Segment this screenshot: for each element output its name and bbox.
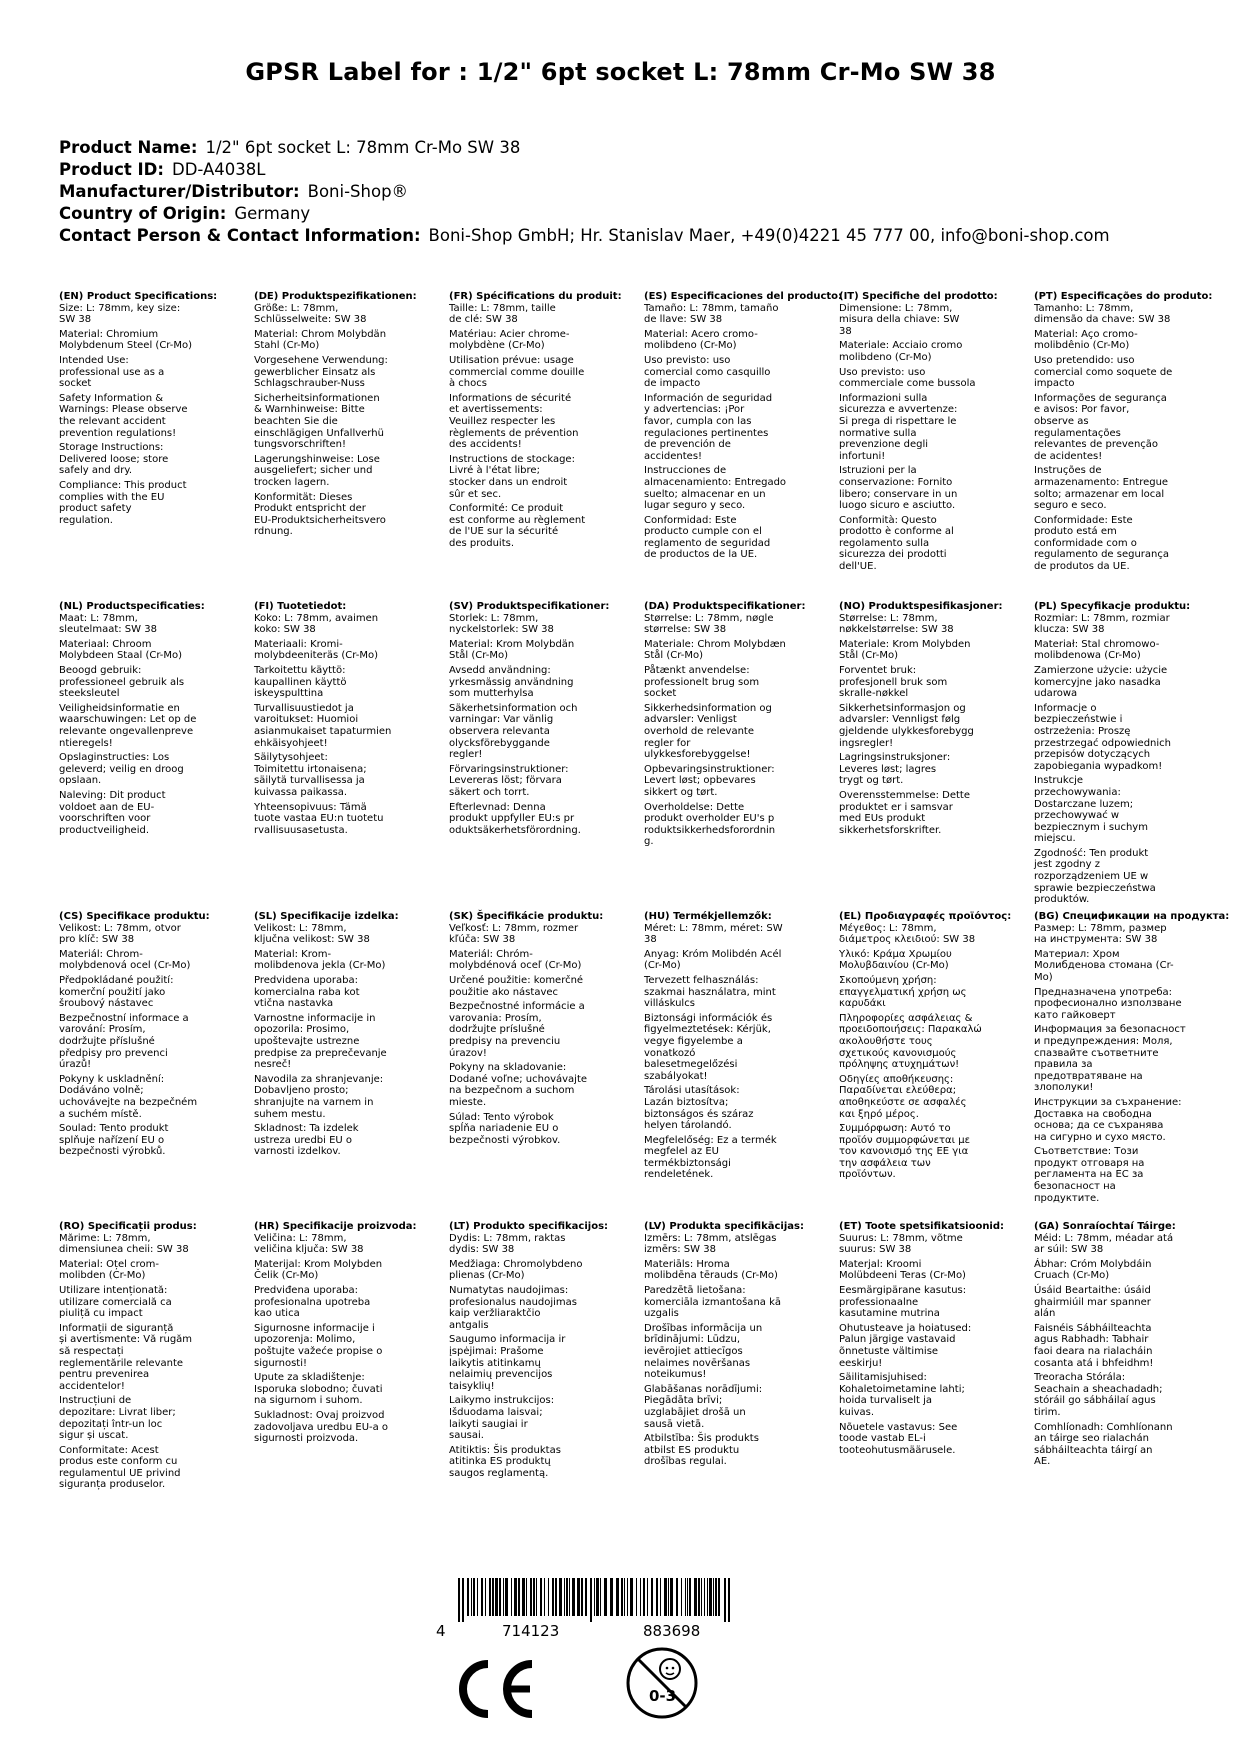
barcode-bar: [724, 1578, 726, 1622]
spec-paragraph: Nõuetele vastavus: See toode vastab EL-i tooteohutusmäärusele.: [839, 1421, 958, 1456]
barcode-bar: [559, 1578, 562, 1616]
spec-paragraph: Informações de segurança e avisos: Por favor, observe as regulamentações relevantes de prevenção de acidentes!: [1034, 392, 1167, 462]
spec-paragraph: Säilytysohjeet: Toimitettu irtonaisena; säilytä turvallisessa ja kuivassa paikassa.: [254, 752, 367, 798]
info-value: Boni-Shop GmbH; Hr. Stanislav Maer, +49(0)4221 45 777 00, info@boni-shop.com: [428, 226, 1110, 245]
spec-heading: (BG) Спецификации на продукта:: [1034, 911, 1230, 922]
spec-heading: (NO) Produktspesifikasjoner:: [839, 601, 1003, 612]
spec-heading: (PL) Specyfikacje produktu:: [1034, 601, 1191, 612]
spec-paragraph: Size: L: 78mm, key size: SW 38: [59, 302, 181, 326]
spec-paragraph: Safety Information & Warnings: Please observe the relevant accident prevention regulations!: [59, 392, 188, 439]
spec-section: [59, 1221, 225, 1494]
contact-line: [59, 225, 1209, 247]
spec-paragraph: Biztonsági információk és figyelmeztetések: Kérjük, vegye figyelembe a vonatkozó balesetmegelőzési szabályokat!: [644, 1012, 773, 1082]
spec-paragraph: Určené použitie: komerčné použitie ako nástavec: [449, 974, 584, 998]
country-line: [59, 203, 1209, 225]
barcode-bar: [689, 1578, 691, 1616]
spec-paragraph: Súlad: Tento výrobok spĺňa nariadenie EU o bezpečnosti výrobkov.: [449, 1111, 561, 1146]
spec-heading: (RO) Specificații produs:: [59, 1221, 197, 1232]
spec-paragraph: Instruções de armazenamento: Entregue solto; armazenar em local seguro e seco.: [1034, 465, 1169, 512]
spec-paragraph: Συμμόρφωση: Αυτό το προϊόν συμμορφώνεται με τον κανονισμό της ΕΕ για την ασφάλεια των προϊόντων.: [839, 1123, 970, 1181]
spec-paragraph: Rozmiar: L: 78mm, rozmiar klucza: SW 38: [1034, 612, 1170, 636]
barcode-bar: [624, 1578, 625, 1616]
barcode-bar: [495, 1578, 498, 1616]
spec-paragraph: Uso previsto: uso commerciale come bussola: [839, 366, 976, 390]
spec-paragraph: Materiaali: Kromi- molybdeeniteräs (Cr-Mo): [254, 638, 378, 662]
spec-paragraph: Pokyny na skladovanie: Dodané voľne; uchovávajte na bezpečnom a suchom mieste.: [449, 1062, 588, 1108]
spec-paragraph: Maat: L: 78mm, sleutelmaat: SW 38: [59, 612, 157, 636]
spec-paragraph: Velikost: L: 78mm, otvor pro klíč: SW 38: [59, 922, 181, 946]
spec-paragraph: Sukladnost: Ovaj proizvod zadovoljava uredbu EU-a o sigurnosti proizvoda.: [254, 1409, 389, 1445]
barcode-bar: [676, 1578, 678, 1616]
barcode-bars: [436, 1578, 746, 1622]
barcode-bar: [713, 1578, 714, 1616]
spec-paragraph: Tarkoitettu käyttö: kaupallinen käyttö iskeyspulttina: [254, 664, 347, 700]
spec-paragraph: Pokyny k uskladnění: Dodáváno volně; uchovávejte na bezpečném a suchém místě.: [59, 1073, 198, 1120]
spec-heading: (ES) Especificaciones del producto:: [644, 291, 843, 302]
spec-paragraph: Информация за безопасност и предупреждения: Моля, спазвайте съответните правила за предотвратяване на злополуки!: [1034, 1024, 1186, 1094]
spec-section: [839, 601, 1005, 839]
spec-section: [1034, 1221, 1200, 1471]
spec-paragraph: Skladnost: Ta izdelek ustreza uredbi EU o varnosti izdelkov.: [254, 1123, 359, 1158]
barcode-bar: [566, 1578, 568, 1616]
spec-paragraph: Comhlíonadh: Comhlíonann an táirge seo rialachán sábháilteachta táirgí an AE.: [1034, 1421, 1173, 1468]
spec-paragraph: Utilisation prévue: usage commercial comme douille à chocs: [449, 354, 585, 390]
no-children-under-3-icon: [624, 1645, 700, 1721]
spec-paragraph: Mărime: L: 78mm, dimensiunea cheii: SW 38: [59, 1232, 189, 1256]
barcode-bar: [687, 1578, 688, 1616]
barcode-bar: [594, 1578, 595, 1616]
spec-heading: (SL) Specifikacije izdelka:: [254, 911, 399, 922]
barcode-bar: [656, 1578, 658, 1616]
ce-mark-icon: [450, 1658, 538, 1720]
barcode-bar: [555, 1578, 557, 1616]
spec-paragraph: Navodila za shranjevanje: Dobavljeno prosto; shranjujte na varnem in suhem mestu.: [254, 1073, 384, 1120]
spec-heading: (LV) Produkta specifikācijas:: [644, 1221, 804, 1232]
barcode-bar: [540, 1578, 542, 1616]
product-info: [59, 137, 1209, 247]
barcode-bar: [477, 1578, 478, 1616]
info-value: Boni-Shop®: [307, 182, 409, 201]
spec-section: [254, 601, 420, 839]
spec-paragraph: Predvidena uporaba: komercialna raba kot vtična nastavka: [254, 974, 360, 1010]
spec-section: [449, 601, 615, 839]
spec-paragraph: Materiál: Chrom- molybdenová ocel (Cr-Mo): [59, 948, 191, 972]
spec-paragraph: Dydis: L: 78mm, raktas dydis: SW 38: [449, 1232, 566, 1256]
spec-paragraph: Veiligheidsinformatie en waarschuwingen: Let op de relevante ongevallenpreve ntieregels!: [59, 702, 197, 749]
spec-section: [254, 1221, 420, 1448]
info-label: Country of Origin:: [59, 204, 227, 223]
spec-section: [839, 911, 1012, 1184]
barcode-bar: [526, 1578, 527, 1616]
spec-section: [644, 1221, 810, 1471]
spec-section: [59, 911, 225, 1161]
spec-paragraph: Informations de sécurité et avertissements: Veuillez respecter les règlements de prévention des accidents!: [449, 392, 579, 451]
spec-paragraph: Materjal: Kroomi Molübdeeni Teras (Cr-Mo): [839, 1258, 966, 1282]
spec-paragraph: Avsedd användning: yrkesmässig användning som mutterhylsa: [449, 664, 574, 700]
spec-paragraph: Предназначена употреба: професионално използване като гайковерт: [1034, 986, 1182, 1021]
spec-paragraph: Tamanho: L: 78mm, dimensão da chave: SW 38: [1034, 302, 1171, 326]
spec-paragraph: Materiál: Chróm- molybdénová oceľ (Cr-Mo): [449, 948, 582, 972]
spec-paragraph: Yhteensopivuus: Tämä tuote vastaa EU:n tuotetu rvallisuusasetusta.: [254, 801, 384, 836]
spec-paragraph: Beoogd gebruik: professioneel gebruik als steeksleutel: [59, 664, 185, 700]
spec-paragraph: Paredzētā lietošana: komerciāla izmantošana kā uzgalis: [644, 1284, 782, 1320]
spec-paragraph: Informații de siguranță și avertismente: Vă rugăm să respectați reglementările relevante pentru prevenirea accidentelor!: [59, 1322, 193, 1392]
spec-paragraph: Conformità: Questo prodotto è conforme al regolamento sulla sicurezza dei prodotti dell'UE.: [839, 514, 954, 573]
spec-paragraph: Efterlevnad: Denna produkt uppfyller EU:s pr oduktsäkerhetsförordning.: [449, 801, 581, 836]
spec-paragraph: Megfelelőség: Ez a termék megfelel az EU termékbiztonsági rendeletének.: [644, 1134, 777, 1181]
product-id-line: [59, 159, 1209, 181]
spec-paragraph: Velikost: L: 78mm, ključna velikost: SW 38: [254, 922, 370, 946]
barcode-bar: [681, 1578, 682, 1616]
spec-paragraph: Atbilstība: Šis produkts atbilst ES produktu drošības regulai.: [644, 1433, 759, 1468]
barcode-bar: [473, 1578, 475, 1616]
spec-heading: (EN) Product Specifications:: [59, 291, 218, 302]
spec-paragraph: Material: Aço cromo- molibdênio (Cr-Mo): [1034, 328, 1138, 352]
spec-heading: (EL) Προδιαγραφές προϊόντος:: [839, 911, 1012, 922]
barcode-bar: [533, 1578, 535, 1616]
barcode-bar: [604, 1578, 607, 1616]
spec-paragraph: Μέγεθος: L: 78mm, διάμετρος κλειδιού: SW 38: [839, 922, 976, 946]
info-label: Contact Person & Contact Information:: [59, 226, 421, 245]
spec-paragraph: Treoracha Stórála: Seachain a sheachadadh; stóráil go sábháilaí agus tirim.: [1034, 1372, 1163, 1418]
barcode-bar: [581, 1578, 583, 1616]
spec-paragraph: Forventet bruk: profesjonell bruk som skralle-nøkkel: [839, 664, 948, 700]
spec-paragraph: Bezpečnostní informace a varování: Prosím, dodržujte příslušné předpisy pro prevenci úrazů!: [59, 1012, 189, 1071]
spec-paragraph: Lagringsinstruksjoner: Leveres løst; lagres trygt og tørt.: [839, 752, 951, 787]
info-value: 1/2" 6pt socket L: 78mm Cr-Mo SW 38: [205, 138, 521, 157]
spec-paragraph: Påtænkt anvendelse: professionelt brug som socket: [644, 664, 760, 700]
spec-paragraph: Conformidad: Este producto cumple con el reglamento de seguridad de productos de la UE.: [644, 514, 771, 561]
spec-paragraph: Storlek: L: 78mm, nyckelstorlek: SW 38: [449, 612, 554, 636]
product-name-line: [59, 137, 1209, 159]
spec-paragraph: Anyag: Króm Molibdén Acél (Cr-Mo): [644, 948, 782, 972]
spec-section: [449, 291, 622, 552]
barcode-bar: [505, 1578, 508, 1616]
barcode-bar: [458, 1578, 460, 1622]
spec-paragraph: Instrucciones de almacenamiento: Entregado suelto; almacenar en un lugar seguro y seco.: [644, 465, 787, 512]
spec-paragraph: Veličina: L: 78mm, veličina ključa: SW 38: [254, 1232, 364, 1256]
spec-paragraph: Koko: L: 78mm, avaimen koko: SW 38: [254, 612, 379, 636]
spec-paragraph: Úsáid Beartaithe: úsáid ghairmiúil mar spanner alán: [1034, 1284, 1151, 1320]
barcode-bar: [596, 1578, 599, 1616]
spec-paragraph: Materiał: Stal chromowo- molibdenowa (Cr-Mo): [1034, 638, 1160, 662]
age-label: 0-3: [649, 1687, 677, 1705]
spec-paragraph: Materiale: Acciaio cromo molibdeno (Cr-Mo): [839, 340, 963, 363]
spec-paragraph: Съответствие: Този продукт отговаря на регламента на ЕС за безопасност на продуктите.: [1034, 1146, 1145, 1204]
spec-paragraph: Naleving: Dit product voldoet aan de EU- voorschriften voor productveiligheid.: [59, 789, 166, 836]
manufacturer-line: [59, 181, 1209, 203]
spec-paragraph: Größe: L: 78mm, Schlüsselweite: SW 38: [254, 302, 367, 326]
spec-paragraph: Conformidade: Este produto está em conformidade com o regulamento de segurança de produtos da UE.: [1034, 514, 1170, 573]
barcode-bar: [577, 1578, 580, 1616]
spec-heading: (HU) Termékjellemzők:: [644, 911, 772, 922]
barcode-bar: [569, 1578, 570, 1616]
barcode-bar: [660, 1578, 661, 1616]
spec-paragraph: Πληροφορίες ασφάλειας & προειδοποιήσεις: Παρακαλώ ακολουθήστε τους σχετικούς κανονισμούς πρόληψης ατυχημάτων!: [839, 1012, 982, 1071]
barcode-bar: [600, 1578, 601, 1616]
barcode-left-digits: 714123: [502, 1622, 560, 1640]
barcode-bar: [694, 1578, 697, 1616]
spec-section: [1034, 601, 1200, 909]
barcode-bar: [471, 1578, 472, 1616]
barcode-bar: [704, 1578, 705, 1616]
spec-heading: (SV) Produktspecifikationer:: [449, 601, 610, 612]
spec-paragraph: Tamaño: L: 78mm, tamaño de llave: SW 38: [644, 302, 779, 326]
spec-paragraph: Størrelse: L: 78mm, nøgle størrelse: SW 38: [644, 612, 774, 636]
barcode-bar: [627, 1578, 628, 1616]
spec-heading: (NL) Productspecificaties:: [59, 601, 205, 612]
spec-paragraph: Intended Use: professional use as a socket: [59, 354, 165, 390]
spec-paragraph: Předpokládané použití: komerční použití jako šroubový nástavec: [59, 974, 174, 1010]
barcode-first-digit: 4: [436, 1622, 446, 1640]
barcode-bar: [636, 1578, 637, 1616]
spec-paragraph: Materiāls: Hroma molibdēna tērauds (Cr-Mo): [644, 1258, 778, 1282]
spec-paragraph: Материал: Хром Молибденова стомана (Cr- Mo): [1034, 948, 1174, 983]
spec-paragraph: Инструкции за съхранение: Доставка на свободна основа; да се съхранява на сигурно и сухо място.: [1034, 1096, 1182, 1143]
barcode-bar: [610, 1578, 613, 1616]
spec-paragraph: Uso previsto: uso comercial como casquillo de impacto: [644, 354, 771, 390]
spec-paragraph: Informazioni sulla sicurezza e avvertenze: Si prega di rispettare le normative sulla prevenzione degli infortuni!: [839, 392, 958, 462]
spec-paragraph: Overensstemmelse: Dette produktet er i samsvar med EUs produkt sikkerhetsforskrifter.: [839, 789, 970, 836]
barcode-bar: [492, 1578, 494, 1616]
spec-section: [449, 911, 615, 1149]
barcode-bar: [552, 1578, 554, 1616]
spec-section: [1034, 911, 1230, 1207]
spec-paragraph: Instructions de stockage: Livré à l'état libre; stocker dans un endroit sûr et sec.: [449, 453, 575, 500]
barcode-bar: [572, 1578, 575, 1616]
barcode-bar: [544, 1578, 545, 1616]
barcode-bar: [685, 1578, 686, 1616]
info-label: Product Name:: [59, 138, 198, 157]
spec-paragraph: Opslaginstructies: Los geleverd; veilig en droog opslaan.: [59, 752, 184, 787]
spec-paragraph: Material: Krom Molybdän Stål (Cr-Mo): [449, 638, 575, 662]
barcode-bar: [590, 1578, 592, 1622]
spec-paragraph: Taille: L: 78mm, taille de clé: SW 38: [449, 302, 556, 326]
spec-paragraph: Material: Chromium Molybdenum Steel (Cr-Mo): [59, 328, 193, 352]
barcode-right-digits: 883698: [643, 1622, 701, 1640]
spec-heading: (GA) Sonraíochtaí Táirge:: [1034, 1221, 1176, 1232]
spec-section: [1034, 291, 1213, 576]
info-label: Product ID:: [59, 160, 164, 179]
barcode-bar: [564, 1578, 565, 1616]
spec-paragraph: Veľkosť: L: 78mm, rozmer kľúča: SW 38: [449, 922, 579, 946]
spec-paragraph: Faisnéis Sábháilteachta agus Rabhadh: Tabhair faoi deara na rialacháin cosanta atá i bhfeidhm!: [1034, 1322, 1154, 1369]
barcode-bar: [530, 1578, 532, 1616]
spec-paragraph: Uso pretendido: uso comercial como soquete de impacto: [1034, 354, 1173, 390]
spec-paragraph: Tervezett felhasználás: szakmai használatra, mint villáskulcs: [644, 974, 776, 1010]
spec-paragraph: Méret: L: 78mm, méret: SW 38: [644, 922, 783, 946]
spec-heading: (SK) Špecifikácie produktu:: [449, 911, 604, 922]
spec-paragraph: Υλικό: Κράμα Χρωμίου Μολυβδαινίου (Cr-Mo): [839, 948, 952, 972]
spec-heading: (PT) Especificações do produto:: [1034, 291, 1213, 302]
spec-paragraph: Vorgesehene Verwendung: gewerblicher Einsatz als Schlagschrauber-Nuss: [254, 354, 388, 390]
info-value: DD-A4038L: [171, 160, 266, 179]
barcode-bar: [709, 1578, 712, 1616]
barcode-bar: [489, 1578, 491, 1616]
spec-paragraph: Información de seguridad y advertencias: ¡Por favor, cumpla con las regulaciones pertinentes de prevención de accidentes!: [644, 392, 773, 462]
spec-paragraph: Istruzioni per la conservazione: Fornito libero; conservare in un luogo sicuro e asciutto.: [839, 465, 958, 512]
spec-paragraph: Säkerhetsinformation och varningar: Var vänlig observera relevanta olycksförebyggande regler!: [449, 702, 578, 761]
info-label: Manufacturer/Distributor:: [59, 182, 300, 201]
barcode-bar: [616, 1578, 619, 1616]
barcode-bar: [503, 1578, 504, 1616]
spec-paragraph: Predviđena uporaba: profesionalna upotreba kao utica: [254, 1284, 371, 1320]
barcode-bar: [698, 1578, 700, 1616]
spec-paragraph: Drošības informācija un brīdinājumi: Lūdzu, ievērojiet attiecīgos nelaimes novēršanas noteikumus!: [644, 1322, 763, 1381]
spec-paragraph: Bezpečnostné informácie a varovania: Prosím, dodržujte príslušné predpisy na prevenciu úrazov!: [449, 1001, 585, 1059]
spec-paragraph: Méid: L: 78mm, méadar atá ar súil: SW 38: [1034, 1232, 1174, 1256]
spec-paragraph: Material: Chrom Molybdän Stahl (Cr-Mo): [254, 328, 387, 352]
spec-paragraph: Lagerungshinweise: Lose ausgeliefert; sicher und trocken lagern.: [254, 453, 380, 488]
barcode-bar: [670, 1578, 673, 1616]
spec-paragraph: Utilizare intenționată: utilizare comercială ca piuliță cu impact: [59, 1284, 172, 1320]
spec-paragraph: Material: Acero cromo- molibdeno (Cr-Mo): [644, 328, 758, 352]
spec-paragraph: Σκοπούμενη χρήση: επαγγελματική χρήση ως καρυδάκι: [839, 974, 967, 1010]
spec-paragraph: Ábhar: Cróm Molybdáin Cruach (Cr-Mo): [1034, 1258, 1152, 1282]
barcode-bar: [630, 1578, 633, 1616]
barcode-bar: [485, 1578, 486, 1616]
barcode-bar: [728, 1578, 730, 1622]
barcode-bar: [640, 1578, 641, 1616]
barcode-bar: [499, 1578, 501, 1616]
spec-paragraph: Numatytas naudojimas: profesionalus naudojimas kaip veržliaraktčio antgalis: [449, 1284, 578, 1331]
spec-paragraph: Zgodność: Ten produkt jest zgodny z rozporządzeniem UE w sprawie bezpieczeństwa produktów.: [1034, 847, 1156, 906]
spec-section: [449, 1221, 615, 1482]
spec-paragraph: Material: Krom- molibdenova jekla (Cr-Mo): [254, 948, 386, 972]
spec-paragraph: Sicherheitsinformationen & Warnhinweise: Bitte beachten Sie die einschlägigen Unfallverhü tungsvorschriften!: [254, 392, 384, 451]
barcode-bar: [536, 1578, 537, 1616]
spec-paragraph: Conformité: Ce produit est conforme au règlement de l'UE sur la sécurité des produits.: [449, 503, 586, 549]
spec-section: [254, 911, 420, 1161]
barcode-bar: [548, 1578, 549, 1616]
spec-heading: (DE) Produktspezifikationen:: [254, 291, 417, 302]
barcode-bar: [522, 1578, 525, 1616]
spec-paragraph: Upute za skladištenje: Isporuka slobodno; čuvati na sigurnom i suhom.: [254, 1372, 383, 1407]
spec-heading: (LT) Produkto specifikacijos:: [449, 1221, 609, 1232]
spec-section: [59, 601, 225, 839]
spec-section: [254, 291, 420, 541]
spec-section: [839, 1221, 1005, 1459]
spec-paragraph: Conformitate: Acest produs este conform cu regulamentul UE privind siguranța produselor.: [59, 1444, 181, 1491]
barcode-bar: [707, 1578, 708, 1616]
page-title: GPSR Label for : 1/2" 6pt socket L: 78mm Cr-Mo SW 38: [245, 58, 996, 86]
spec-heading: (ET) Toote spetsifikatsioonid:: [839, 1221, 1005, 1232]
spec-heading: (HR) Specifikacije proizvoda:: [254, 1221, 417, 1232]
spec-heading: (DA) Produktspecifikationer:: [644, 601, 806, 612]
spec-paragraph: Sigurnosne informacije i upozorenja: Molimo, poštujte važeće propise o sigurnosti!: [254, 1322, 383, 1369]
spec-paragraph: Informacje o bezpieczeństwie i ostrzeżenia: Proszę przestrzegać odpowiednich przepisów dotyczących zapobiegania wypadkom!: [1034, 702, 1171, 772]
barcode-bar: [462, 1578, 464, 1622]
barcode-bar: [715, 1578, 717, 1616]
info-value: Germany: [234, 204, 311, 223]
spec-paragraph: Instrukcje przechowywania: Dostarczane luzem; przechowywać w bezpiecznym i suchym miejscu.: [1034, 775, 1148, 845]
barcode-bar: [511, 1578, 512, 1616]
spec-paragraph: Materijal: Krom Molybden Čelik (Cr-Mo): [254, 1258, 383, 1282]
spec-section: [839, 291, 1005, 576]
spec-heading: (IT) Specifiche del prodotto:: [839, 291, 998, 302]
spec-paragraph: Materiale: Chrom Molybdæn Stål (Cr-Mo): [644, 638, 786, 662]
spec-paragraph: Opbevaringsinstruktioner: Levert løst; opbevares sikkert og tørt.: [644, 763, 775, 798]
spec-heading: (FI) Tuotetiedot:: [254, 601, 347, 612]
spec-paragraph: Saugumo informacija ir įspėjimai: Prašome laikytis atitinkamų nelaimių prevencijos taisyklių!: [449, 1334, 566, 1392]
barcode-bar: [621, 1578, 623, 1616]
barcode-bar: [481, 1578, 483, 1616]
spec-paragraph: Förvaringsinstruktioner: Levereras löst; förvara säkert och torrt.: [449, 763, 569, 798]
spec-section: [644, 291, 843, 564]
barcode-bar: [718, 1578, 720, 1616]
barcode: [436, 1578, 746, 1650]
barcode-bar: [668, 1578, 669, 1616]
spec-paragraph: Zamierzone użycie: użycie komercyjne jako nasadka udarowa: [1034, 664, 1168, 700]
spec-section: [644, 601, 810, 851]
barcode-bar: [467, 1578, 469, 1616]
spec-paragraph: Säilitamisjuhised: Kohaletoimetamine lahti; hoida turvaliselt ja kuivas.: [839, 1372, 965, 1418]
spec-paragraph: Konformität: Dieses Produkt entspricht der EU-Produktsicherheitsvero rdnung.: [254, 491, 386, 538]
barcode-bar: [701, 1578, 702, 1616]
spec-paragraph: Matériau: Acier chrome- molybdène (Cr-Mo): [449, 328, 570, 352]
spec-paragraph: Sikkerhetsinformasjon og advarsler: Vennligst følg gjeldende ulykkesforebygg ingsregler!: [839, 702, 974, 749]
spec-paragraph: Varnostne informacije in opozorila: Prosimo, upoštevajte ustrezne predpise za preprečevanje nesreč!: [254, 1012, 387, 1071]
spec-paragraph: Laikymo instrukcijos: Išduodama laisvai; laikyti saugiai ir sausai.: [449, 1395, 555, 1442]
spec-paragraph: Eesmärgipärane kasutus: professionaalne kasutamine mutrina: [839, 1284, 967, 1320]
spec-paragraph: Izmērs: L: 78mm, atslēgas izmērs: SW 38: [644, 1232, 777, 1256]
spec-paragraph: Materiaal: Chroom Molybdeen Staal (Cr-Mo): [59, 638, 183, 662]
barcode-bar: [514, 1578, 517, 1616]
spec-paragraph: Ohutusteave ja hoiatused: Palun järgige vastavaid õnnetuste vältimise eeskirju!: [839, 1322, 972, 1369]
spec-heading: (FR) Spécifications du produit:: [449, 291, 622, 302]
spec-paragraph: Material: Oțel crom- molibden (Cr-Mo): [59, 1258, 159, 1282]
spec-section: [644, 911, 810, 1184]
spec-paragraph: Compliance: This product complies with the EU product safety regulation.: [59, 479, 187, 526]
spec-section: [59, 291, 225, 529]
barcode-bar: [664, 1578, 667, 1616]
spec-paragraph: Atitiktis: Šis produktas atitinka ES produktų saugos reglamentą.: [449, 1444, 561, 1479]
barcode-bar: [651, 1578, 653, 1616]
spec-paragraph: Glabāšanas norādījumi: Piegādāta brīvi; uzglabājiet drošā un sausā vietā.: [644, 1383, 763, 1430]
spec-paragraph: Suurus: L: 78mm, võtme suurus: SW 38: [839, 1232, 963, 1256]
spec-heading: (CS) Specifikace produktu:: [59, 911, 210, 922]
spec-paragraph: Størrelse: L: 78mm, nøkkelstørrelse: SW 38: [839, 612, 954, 636]
spec-paragraph: Размер: L: 78mm, размер на инструмента: SW 38: [1034, 922, 1167, 946]
spec-paragraph: Turvallisuustiedot ja varoitukset: Huomioi asianmukaiset tapaturmien ehkäisyohjeet!: [254, 702, 392, 749]
spec-paragraph: Medžiaga: Chromolybdeno plienas (Cr-Mo): [449, 1258, 583, 1282]
spec-paragraph: Dimensione: L: 78mm, misura della chiave: SW 38: [839, 302, 960, 337]
spec-paragraph: Οδηγίες αποθήκευσης: Παραδίνεται ελεύθερα; αποθηκεύστε σε ασφαλές και ξηρό μέρος.: [839, 1073, 967, 1120]
barcode-bar: [585, 1578, 587, 1616]
spec-paragraph: Overholdelse: Dette produkt overholder EU's p roduktsikkerhedsforordnin g.: [644, 801, 776, 848]
spec-paragraph: Materiale: Krom Molybden Stål (Cr-Mo): [839, 638, 971, 662]
spec-paragraph: Instrucțiuni de depozitare: Livrat liber; depozitați într-un loc sigur și uscat.: [59, 1395, 176, 1442]
spec-paragraph: Soulad: Tento produkt splňuje nařízení EU o bezpečnosti výrobků.: [59, 1123, 169, 1158]
barcode-bar: [518, 1578, 520, 1616]
spec-paragraph: Storage Instructions: Delivered loose; store safely and dry.: [59, 442, 169, 477]
spec-paragraph: Sikkerhedsinformation og advarsler: Venligst overhold de relevante regler for ulykkesforebyggelse!: [644, 702, 772, 761]
barcode-bar: [647, 1578, 648, 1616]
spec-paragraph: Tárolási utasítások: Lazán biztosítva; biztonságos és száraz helyen tárolandó.: [644, 1085, 754, 1132]
barcode-bar: [643, 1578, 645, 1616]
